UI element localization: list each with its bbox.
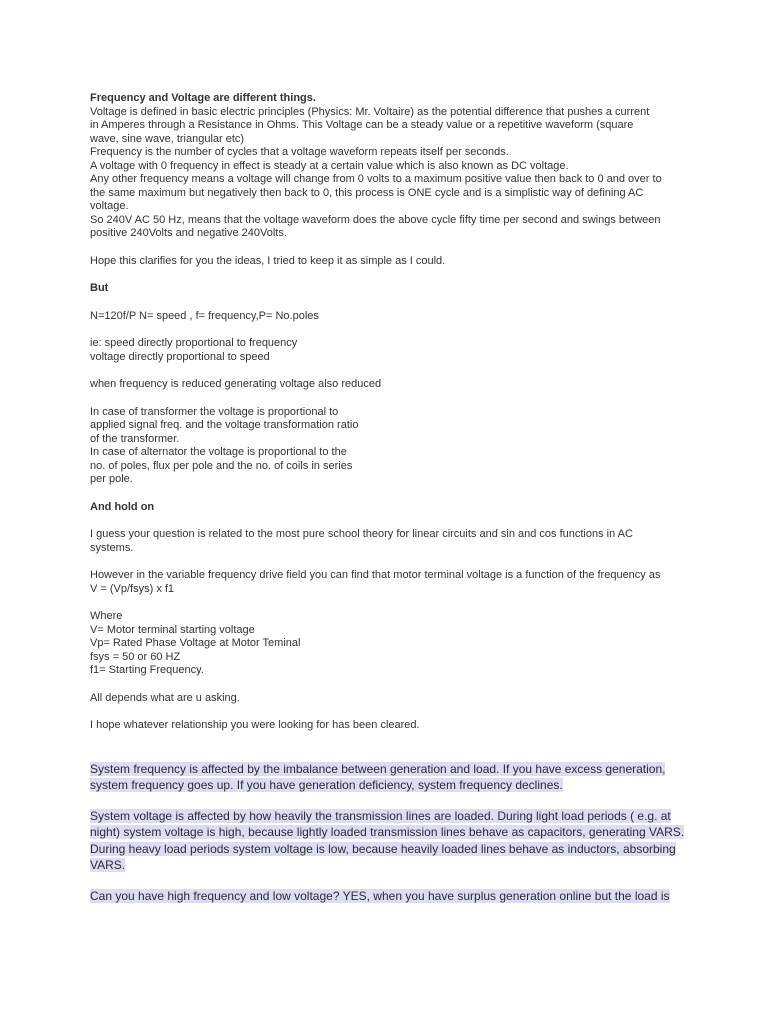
closing-line: Hope this clarifies for you the ideas, I tried to keep it as simple as I could. [90, 254, 446, 267]
paragraph-line: f1= Starting Frequency. [90, 664, 204, 676]
formula-line: N=120f/P N= speed , f= frequency,P= No.poles [90, 309, 319, 322]
highlighted-text: System voltage is affected by how heavily the transmission lines are loaded. During light load periods ( e.g. at [90, 808, 671, 823]
highlighted-line [90, 824, 690, 841]
paragraph-line: of the transformer. [90, 432, 180, 445]
paragraph-line: the same maximum but negatively then back to 0, this process is ONE cycle and is a simplistic way of defining AC [90, 186, 644, 199]
highlighted-text: night) system voltage is high, because lightly loaded transmission lines behave as capacitors, generating VARS. [90, 825, 685, 839]
paragraph-line: when frequency is reduced generating voltage also reduced [90, 378, 382, 390]
section-heading-hold-on: And hold on [90, 500, 155, 513]
highlighted-line [90, 808, 690, 825]
highlighted-text: Can you have high frequency and low voltage? YES, when you have surplus generation online but the load is [90, 888, 670, 903]
highlighted-block [90, 761, 690, 905]
paragraph-line: wave, sine wave, triangular etc) [90, 132, 245, 145]
highlighted-line [90, 761, 690, 778]
paragraph-line: A voltage with 0 frequency in effect is steady at a certain value which is also known as DC voltage. [90, 159, 569, 172]
highlighted-line [90, 841, 690, 858]
paragraph-line: fsys = 50 or 60 HZ [90, 650, 181, 663]
highlighted-text: system frequency goes up. If you have generation deficiency, system frequency declines. [90, 778, 563, 792]
paragraph-line: Voltage is defined in basic electric principles (Physics: Mr. Voltaire) as the potential difference that pushes a current [90, 105, 650, 118]
paragraph-line: Frequency is the number of cycles that a voltage waveform repeats itself per seconds. [90, 146, 509, 158]
paragraph-line: applied signal freq. and the voltage transformation ratio [90, 419, 359, 431]
highlighted-line [90, 888, 690, 905]
paragraph-line: Where [90, 610, 123, 622]
section-title: Frequency and Voltage are different things. [90, 92, 316, 104]
paragraph-line: Any other frequency means a voltage will change from 0 volts to a maximum positive value then back to 0 and over to [90, 173, 662, 185]
formula-line: V = (Vp/fsys) x f1 [90, 582, 175, 595]
paragraph-line: ie: speed directly proportional to frequency [90, 337, 298, 349]
paragraph-line: So 240V AC 50 Hz, means that the voltage waveform does the above cycle fifty time per second and swings between [90, 213, 661, 226]
paragraph-line: Vp= Rated Phase Voltage at Motor Teminal [90, 637, 301, 649]
paragraph-line: positive 240Volts and negative 240Volts. [90, 227, 287, 239]
paragraph-line: systems. [90, 541, 134, 554]
paragraph-line: per pole. [90, 473, 133, 485]
paragraph-line: in Amperes through a Resistance in Ohms. This Voltage can be a steady value or a repetitive waveform (square [90, 119, 634, 131]
paragraph-line: V= Motor terminal starting voltage [90, 623, 255, 636]
highlighted-line [90, 777, 690, 794]
highlighted-text: System frequency is affected by the imbalance between generation and load. If you have excess generation, [90, 761, 666, 776]
paragraph-line: However in the variable frequency drive field you can find that motor terminal voltage is a function of the frequency as [90, 569, 661, 581]
paragraph-line: In case of alternator the voltage is proportional to the [90, 446, 347, 458]
section-heading-but: But [90, 282, 109, 294]
highlighted-line [90, 857, 690, 874]
paragraph-line: In case of transformer the voltage is proportional to [90, 405, 339, 418]
paragraph-line: I hope whatever relationship you were looking for has been cleared. [90, 719, 420, 731]
paragraph-line: All depends what are u asking. [90, 691, 240, 704]
highlighted-text: VARS. [90, 858, 126, 872]
document-page [90, 92, 690, 904]
paragraph-line: voltage directly proportional to speed [90, 350, 270, 363]
paragraph-line: voltage. [90, 200, 129, 212]
highlighted-text: During heavy load periods system voltage is low, because heavily loaded lines behave as inductors, absorbing [90, 841, 676, 856]
paragraph-line: I guess your question is related to the most pure school theory for linear circuits and sin and cos functions in AC [90, 528, 633, 540]
paragraph-line: no. of poles, flux per pole and the no. of coils in series [90, 459, 353, 472]
